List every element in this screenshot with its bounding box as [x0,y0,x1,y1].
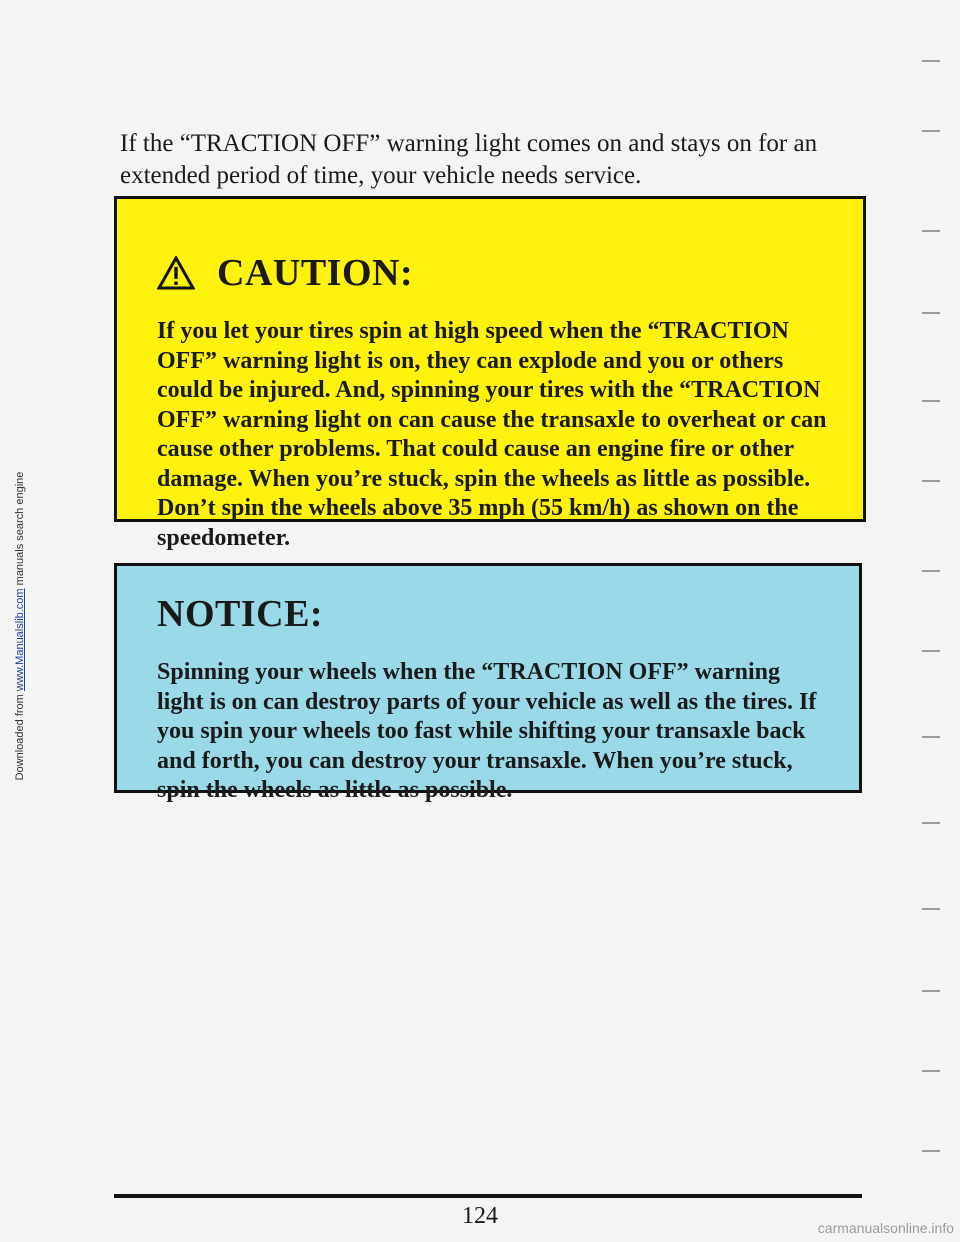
caution-box [114,196,866,551]
intro-paragraph: If the “TRACTION OFF” warning light comes on and stays on for an extended period of time, your vehicle needs service. [120,130,818,189]
notice-heading: NOTICE: [157,593,324,635]
margin-tick-marks [922,60,952,1160]
download-prefix: Downloaded from [14,691,26,781]
caution-body: If you let your tires spin at high speed when the “TRACTION OFF” warning light is on, they can explode and you or others could be injured. And, spinning your tires with the “TRACTION OFF” warning light on can cause the transaxle to overheat or can cause other problems. That could cause an engine fire or other damage. When you’re stuck, spin the wheels as little as possible. Don’t spin the wheels above 35 mph (55 km/h) as shown on the speedometer. [157,318,827,551]
page-number: 124 [462,1203,498,1229]
notice-box [114,563,862,803]
site-watermark: carmanualsonline.info [817,1220,954,1236]
manualslib-link[interactable]: www.Manualslib.com [14,588,26,692]
footer-rule [114,1194,862,1198]
download-source-label [14,16,26,1236]
notice-body: Spinning your wheels when the “TRACTION OFF” warning light is on can destroy parts of your vehicle as well as the tires. If you spin your wheels too fast while shifting your transaxle back and forth, you can destroy your transaxle. When you’re stuck, spin the wheels as little as possible. [157,659,817,803]
caution-heading: CAUTION: [217,252,414,294]
warning-triangle-icon [157,256,195,290]
notice-heading-row [157,592,323,636]
download-suffix: manuals search engine [14,471,26,589]
caution-heading-row [157,251,413,295]
